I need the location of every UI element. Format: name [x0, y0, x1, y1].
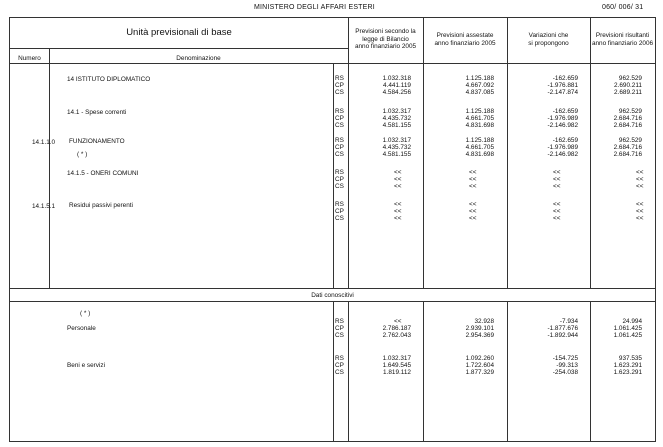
column-header-3: si propongono — [528, 39, 569, 47]
budget-row-value: 2.684.716 — [613, 151, 642, 158]
column-header-3: Variazioni che — [528, 32, 569, 39]
budget-row-value: << — [469, 201, 477, 208]
dati-note: ( * ) — [80, 310, 91, 317]
budget-row-value: 2.684.716 — [613, 122, 642, 129]
budget-row-value: << — [394, 201, 402, 208]
budget-row-value: << — [636, 183, 644, 190]
budget-row-value: << — [469, 215, 477, 222]
dati-row-value: 1.722.604 — [465, 362, 494, 369]
budget-row-value: 4.831.698 — [465, 122, 494, 129]
budget-row-label: 14.1.5 - ONERI COMUNI — [67, 170, 139, 177]
dati-row-type-code: CP — [335, 362, 344, 369]
budget-row-value: -2.146.982 — [547, 151, 578, 158]
budget-row-type-code: CP — [335, 176, 344, 183]
dati-row-value: -7.934 — [559, 318, 578, 325]
budget-row-value: 1.032.317 — [382, 137, 411, 144]
budget-row-value: -2.146.982 — [547, 122, 578, 129]
dati-row-value: 2.762.043 — [382, 332, 411, 339]
budget-row-value: -1.976.881 — [547, 82, 578, 89]
budget-row-value: << — [394, 215, 402, 222]
dati-row-value: 1.877.329 — [465, 369, 494, 376]
budget-row-value: 4.837.085 — [465, 89, 494, 96]
column-header-4: anno finanziario 2006 — [591, 39, 654, 47]
dati-row-type-code: CP — [335, 325, 344, 332]
budget-row-value: << — [553, 176, 561, 183]
budget-row-value: 962.529 — [618, 108, 642, 115]
budget-row-note: ( * ) — [77, 151, 88, 158]
budget-row-value: 962.529 — [618, 137, 642, 144]
rule-types-2 — [333, 301, 334, 441]
budget-row-value: << — [636, 201, 644, 208]
budget-row-value: 1.125.188 — [465, 75, 494, 82]
budget-row-type-code: CS — [335, 215, 344, 222]
dati-row-value: 1.623.291 — [613, 369, 642, 376]
dati-row-value: 2.954.369 — [465, 332, 494, 339]
denominazione-header: Denominazione — [176, 55, 221, 62]
dati-row-value: 32.928 — [474, 318, 494, 325]
budget-row-value: << — [636, 176, 644, 183]
budget-row-value: 962.529 — [618, 75, 642, 82]
budget-row-value: << — [636, 169, 644, 176]
budget-row-label: Residui passivi perenti — [69, 202, 133, 209]
budget-row-type-code: CS — [335, 89, 344, 96]
budget-row-value: << — [553, 183, 561, 190]
column-header-2: Previsioni assestate — [436, 32, 494, 39]
dati-row-type-code: RS — [335, 318, 344, 325]
budget-row-value: << — [636, 215, 644, 222]
dati-row-value: 2.939.101 — [465, 325, 494, 332]
budget-row-value: << — [469, 176, 477, 183]
budget-row-value: << — [394, 183, 402, 190]
budget-row-value: << — [553, 201, 561, 208]
column-header-1: legge di Bilancio — [362, 35, 409, 43]
dati-row-type-code: CS — [335, 369, 344, 376]
budget-row-value: 4.581.155 — [382, 151, 411, 158]
page-reference: 060/ 006/ 31 — [602, 4, 644, 11]
budget-row-value: -1.976.989 — [547, 144, 578, 151]
budget-row-value: 4.831.698 — [465, 151, 494, 158]
budget-row-value: 1.125.188 — [465, 137, 494, 144]
dati-row-value: 24.994 — [622, 318, 642, 325]
budget-row-type-code: CS — [335, 122, 344, 129]
budget-row-type-code: RS — [335, 137, 344, 144]
dati-row-value: 1.061.425 — [613, 332, 642, 339]
budget-row-label: 14.1 - Spese correnti — [67, 109, 127, 116]
budget-row-value: << — [553, 215, 561, 222]
budget-row-value: 1.125.188 — [465, 108, 494, 115]
dati-rule-top — [10, 288, 655, 289]
rule-numero — [49, 48, 50, 288]
budget-row-value: 2.689.211 — [614, 89, 642, 96]
budget-row-value: -162.659 — [552, 108, 578, 115]
dati-row-type-code: CS — [335, 332, 344, 339]
budget-row-value: 4.435.732 — [382, 115, 411, 122]
budget-row-numero: 14.1.1.0 — [32, 139, 56, 146]
budget-row-type-code: CP — [335, 144, 344, 151]
budget-row-value: 1.032.318 — [382, 75, 411, 82]
budget-row-value: 2.684.716 — [613, 144, 642, 151]
budget-row-value: << — [469, 169, 477, 176]
budget-row-type-code: CP — [335, 115, 344, 122]
dati-row-value: 1.819.112 — [383, 369, 411, 376]
unit-title: Unità previsionali di base — [126, 27, 232, 38]
budget-row-value: 4.661.705 — [465, 144, 494, 151]
budget-row-value: 4.667.092 — [465, 82, 494, 89]
column-header-1: anno finanziario 2005 — [354, 43, 417, 50]
budget-row-value: 2.690.211 — [614, 82, 642, 89]
header-rule-mid — [10, 48, 348, 49]
budget-row-label: 14 ISTITUTO DIPLOMATICO — [67, 76, 151, 83]
budget-row-value: 4.584.256 — [382, 89, 411, 96]
dati-row-label: Beni e servizi — [67, 362, 106, 369]
dati-row-value: 1.032.317 — [382, 355, 411, 362]
budget-row-value: << — [553, 208, 561, 215]
budget-row-label: FUNZIONAMENTO — [69, 138, 125, 145]
budget-row-type-code: RS — [335, 75, 344, 82]
dati-row-value: 2.786.187 — [382, 325, 411, 332]
dati-row-value: 937.535 — [618, 355, 642, 362]
budget-row-type-code: RS — [335, 201, 344, 208]
numero-header: Numero — [18, 55, 41, 62]
budget-row-type-code: CS — [335, 151, 344, 158]
budget-row-value: 2.684.716 — [613, 115, 642, 122]
budget-row-type-code: CS — [335, 183, 344, 190]
budget-row-value: 4.435.732 — [382, 144, 411, 151]
budget-row-value: << — [469, 183, 477, 190]
ministry-title: MINISTERO DEGLI AFFARI ESTERI — [254, 4, 375, 11]
budget-row-type-code: RS — [335, 108, 344, 115]
dati-row-value: -99.313 — [556, 362, 578, 369]
budget-row-type-code: RS — [335, 169, 344, 176]
budget-row-type-code: CP — [335, 208, 344, 215]
dati-row-value: -1.892.944 — [547, 332, 578, 339]
dati-row-value: -1.877.676 — [547, 325, 578, 332]
budget-row-numero: 14.1.5.1 — [32, 203, 56, 210]
dati-row-value: 1.092.260 — [465, 355, 494, 362]
budget-row-value: << — [394, 169, 402, 176]
dati-row-value: << — [394, 318, 402, 325]
budget-row-value: << — [394, 208, 402, 215]
budget-row-value: 4.441.119 — [383, 82, 411, 89]
dati-title: Dati conoscitivi — [311, 291, 354, 299]
rule-types — [333, 63, 334, 288]
budget-row-value: -2.147.874 — [547, 89, 578, 96]
dati-row-value: 1.649.545 — [382, 362, 411, 369]
budget-row-value: << — [394, 176, 402, 183]
dati-row-type-code: RS — [335, 355, 344, 362]
column-header-2: anno finanziario 2005 — [434, 39, 496, 47]
budget-row-value: << — [553, 169, 561, 176]
budget-row-value: 4.581.155 — [382, 122, 411, 129]
dati-row-label: Personale — [67, 325, 96, 332]
column-header-4: Previsioni risultanti — [595, 32, 650, 39]
budget-row-value: -162.659 — [552, 75, 578, 82]
dati-row-value: -154.725 — [552, 355, 578, 362]
dati-row-value: 1.061.425 — [613, 325, 642, 332]
budget-row-value: << — [636, 208, 644, 215]
budget-row-value: << — [469, 208, 477, 215]
column-header-1: Previsioni secondo la — [355, 28, 416, 35]
dati-row-value: -254.038 — [552, 369, 578, 376]
budget-table — [9, 17, 656, 442]
budget-row-type-code: CP — [335, 82, 344, 89]
dati-row-value: 1.623.291 — [613, 362, 642, 369]
budget-row-value: 1.032.317 — [382, 108, 411, 115]
budget-row-value: 4.661.705 — [465, 115, 494, 122]
budget-row-value: -1.976.989 — [547, 115, 578, 122]
budget-row-value: -162.659 — [552, 137, 578, 144]
